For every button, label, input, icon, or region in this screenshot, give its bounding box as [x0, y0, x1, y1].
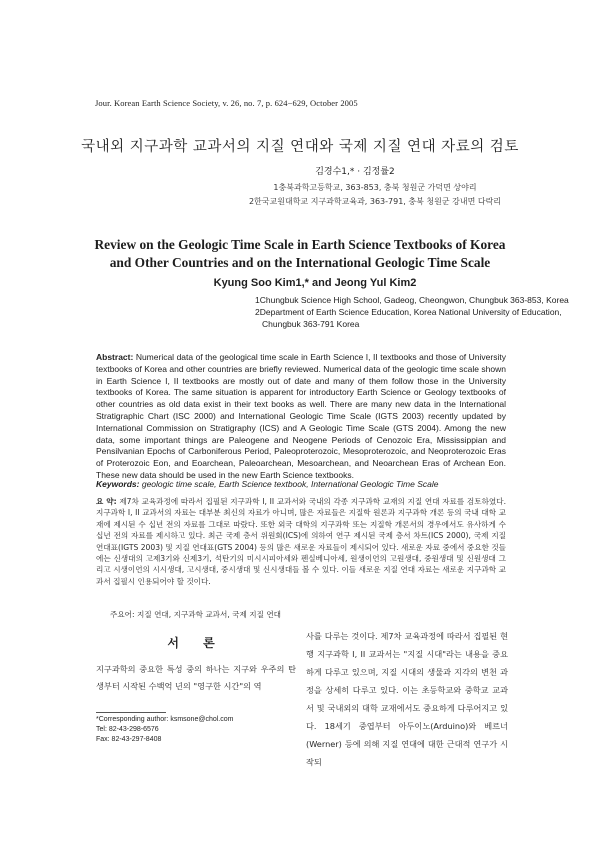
korean-affiliation-2: 2한국교원대학교 지구과학교육과, 363-791, 충북 청원군 강내면 다락리: [248, 197, 502, 206]
english-title-line-1: Review on the Geologic Time Scale in Earth Science Textbooks of Korea: [94, 237, 506, 252]
keywords: [96, 479, 506, 489]
korean-abstract: [96, 496, 506, 587]
korean-abstract-label: 요 약:: [96, 497, 117, 506]
english-affiliation-1: 1Chungbuk Science High School, Gadeog, Cheongwon, Chungbuk 363-853, Korea: [255, 295, 569, 305]
korean-abstract-text: 제7차 교육과정에 따라서 집필된 지구과학 I, II 교과서와 국내의 각종 지구과학 교재의 지질 연대 자료를 검토하였다. 지구과학 I, II 교과서의 자료는 대부분 최신의 자료가 아니며, 많은 자료들은 지질학 원론과 지구과학 개론 등의 국내 대학 교재에 제시된 수 십년 전의 자료를 그대로 따랐다. 또한 외국 대학의 지구과학 또는 지질학 개론서의 경우에서도 유사하게 수 십년 전의 자료를 제시하고 있다. 최근 국제 층서 위원회(ICS)에 의하여 연구 제시된 국제 층서 차트(ICS 2000), 국제 지질 연대표(IGTS 2003) 및 지질 연대표(GTS 2004) 등의 많은 새로운 자료들이 제시되어 있다. 새로운 자료 중에서 중요한 것들에는 신생대의 고제3기와 신제3기, 석탄기의 미시시피아세와 펜실베니아세, 원생이언의 고원생대, 중원생대 및 신원생대 그리고 시생이언의 시시생대, 고시생대, 중시생대 및 신시생대들 볼 수 있다. 이들 새로운 지질 연대 자료는 새로운 지구과학 교과서 집필시 인용되어야 할 것이다.: [96, 497, 507, 586]
right-column-body: 사를 다루는 것이다. 제7차 교육과정에 따라서 집필된 현행 지구과학 I, II 교과서는 "지질 시대"라는 내용을 중요하게 다루고 있으며, 지질 시대의 생물과 지각의 변천 과정을 상세히 다루고 있다. 이는 초등학교와 중학교 교과서 및 국내외의 대학 교재에서도 중요하게 다루어지고 있다. 18세기 중엽부터 아두이노(Arduino)와 베르너(Werner) 등에 의해 지질 연대에 대한 근대적 연구가 시작되: [306, 631, 508, 767]
footnote-fax: Fax: 82-43-297-8408: [96, 736, 162, 743]
english-affiliation-3: Chungbuk 363-791 Korea: [262, 319, 360, 329]
korean-keywords-label: 주요어:: [110, 610, 135, 619]
section-title-introduction: 서 론: [167, 636, 225, 650]
abstract-text: Numerical data of the geological time scale in Earth Science I, II textbooks and those of University textbooks of Korea and other countries are briefly reviewed. Numerical data of the geologic time scale shown in Earth Science I, II textbooks are mostly out of date and many of them follow those in the University textbooks of Korea. The same situation is apparent for introductory Earth Science or Geology textbooks of other countries as old data exist in their text books as well. There are many new data in the International Stratigraphic Chart (ISC 2000) and International Geologic Time Scale (IGTS 2003) recently updated by International Commission on Stratigraphy (ICS) and A Geologic Time Scale (GTS 2004). Among the new data, some important things are Paleogene and Neogene Periods of Cenozoic Era, Mississippian and Pensilvanian Epochs of Carboniferous Period, Paleoproterozoic, Mesoproterozoic, and Neoproterozoic Eras of Proterozoic Eon, and Eoarchean, Paleoarchean, Mesoarchean, and Neoarchean Eras of Archean Eon. These new data should be used in the new Earth Science textbooks.: [96, 352, 506, 480]
english-authors: Kyung Soo Kim1,* and Jeong Yul Kim2: [213, 277, 417, 289]
abstract-label: Abstract:: [96, 352, 134, 362]
english-affiliation-2: 2Department of Earth Science Education, Korea National University of Education,: [255, 307, 562, 317]
korean-affiliation-1: 1충북과학고등학교, 363-853, 충북 청원군 가덕면 상야리: [273, 183, 477, 192]
left-column-body: 지구과학의 중요한 특성 중의 하나는 지구와 우주의 탄생부터 시작된 수백억 년의 "영구한 시간"의 역: [96, 664, 296, 691]
keywords-text: geologic time scale, Earth Science textbook, International Geologic Time Scale: [141, 479, 439, 489]
korean-authors: 김경수1,* · 김정률2: [315, 167, 395, 177]
english-title-line-2: and Other Countries and on the International Geologic Time Scale: [109, 255, 491, 270]
abstract: [96, 352, 506, 482]
journal-citation: Jour. Korean Earth Science Society, v. 26, no. 7, p. 624−629, October 2005: [95, 98, 358, 108]
korean-title: 국내외 지구과학 교과서의 지질 연대와 국제 지질 연대 자료의 검토: [81, 139, 519, 155]
footnote-corresponding-author: *Corresponding author: ksmsone@chol.com: [96, 716, 234, 723]
footnote-rule: [96, 712, 166, 713]
korean-keywords-text: 지질 연대, 지구과학 교과서, 국제 지질 연대: [137, 610, 282, 619]
footnote-tel: Tel: 82-43-298-6576: [96, 726, 159, 733]
english-title: [0, 236, 600, 272]
korean-keywords: [110, 609, 506, 620]
keywords-label: Keywords:: [96, 479, 140, 489]
